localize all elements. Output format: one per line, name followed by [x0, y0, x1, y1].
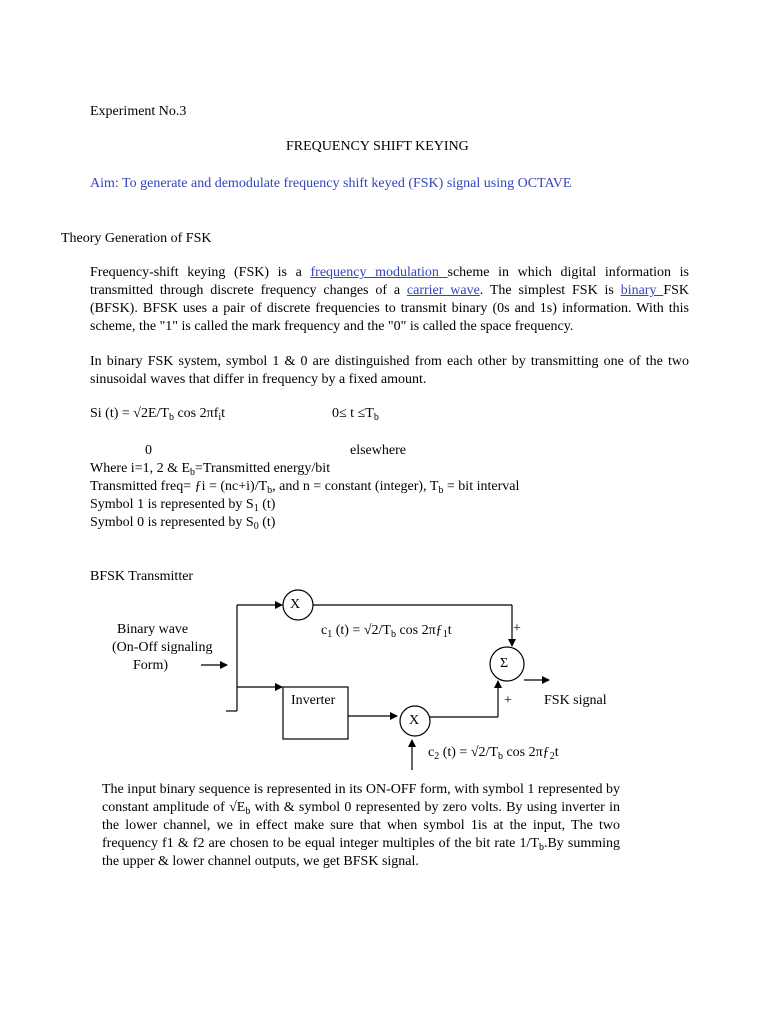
si-equation: Si $(t) = √2E/T_b$ $\cos 2\pi f_it$	[90, 406, 226, 423]
aim-statement: Aim: To generate and demodulate frequency shift keyed (FSK) signal using OCTAVE	[90, 176, 572, 191]
summer-symbol: Σ	[500, 656, 509, 671]
fsk-signal-label: FSK signal	[544, 693, 607, 708]
zero-value: 0	[145, 443, 152, 458]
page-title: FREQUENCY SHIFT KEYING	[286, 139, 469, 154]
binary-wave-label-2: (On-Off signaling	[112, 640, 213, 655]
c2-carrier-label: $c_2$ $(t) = √2/T_b$ $\cos 2\pi ƒ_2t$	[428, 745, 559, 762]
experiment-number: Experiment No.3	[90, 104, 187, 119]
where-line: Where i=1, 2 & $E_b=Transmitted$ energy/bit	[90, 461, 331, 478]
theory-paragraph-2: In binary FSK system, symbol 1 & 0 are distinguished from each other by transmitting one of the two sinusoidal waves that differ in frequency by a fixed amount.	[90, 354, 689, 387]
symbol-1-line: Symbol 1 is represented by $S_1$ (t)	[90, 497, 276, 514]
plus-sign-top: +	[513, 621, 521, 636]
link-frequency-modulation[interactable]: frequency modulation	[310, 265, 448, 280]
c1-carrier-label: $c_1$ $(t) = √2/T_b$ $\cos 2\pi ƒ_1t$	[321, 623, 452, 640]
plus-sign-bottom: +	[504, 693, 512, 708]
link-binary[interactable]: binary	[620, 283, 664, 298]
theory-heading: Theory Generation of FSK	[61, 231, 212, 246]
lower-multiplier-symbol: X	[409, 713, 420, 728]
binary-wave-label: Binary wave	[117, 622, 189, 637]
upper-multiplier-symbol: X	[290, 597, 301, 612]
transmitter-heading: BFSK Transmitter	[90, 569, 194, 584]
si-range: $0\le t \le T_b$	[332, 406, 379, 423]
explanation-paragraph: The input binary sequence is represented in its ON-OFF form, with symbol 1 represented by constant amplitude of $√E_b$ with & symbol 0 represented by zero volts. By using inverter in the lower channel, we in effect make sure that when symbol 1is at the input, The two frequency f1 & f2 are chosen to be equal integer multiples of the bit rate $1/T_b.By$ summing the upper & lower channel outputs, we get BFSK signal.	[102, 782, 620, 869]
symbol-0-line: Symbol 0 is represented by $S_0$ (t)	[90, 515, 276, 532]
elsewhere-label: elsewhere	[350, 443, 406, 458]
theory-paragraph-1: Frequency-shift keying (FSK) is a frequency modulation scheme in which digital information is transmitted through discrete frequency changes of a carrier wave. The simplest FSK is binary FSK (BFSK). BFSK uses a pair of discrete frequencies to transmit binary (0s and 1s) information. With this scheme, the "1" is called the mark frequency and the "0" is called the space frequency.	[90, 265, 689, 334]
inverter-label: Inverter	[291, 693, 336, 708]
link-carrier-wave[interactable]: carrier wave	[406, 283, 480, 298]
binary-wave-label-3: Form)	[133, 658, 168, 673]
freq-line: Transmitted freq= ƒi = $(nc+i)/T_b$, and n = constant (integer), $T_b$ = bit interval	[90, 479, 520, 496]
